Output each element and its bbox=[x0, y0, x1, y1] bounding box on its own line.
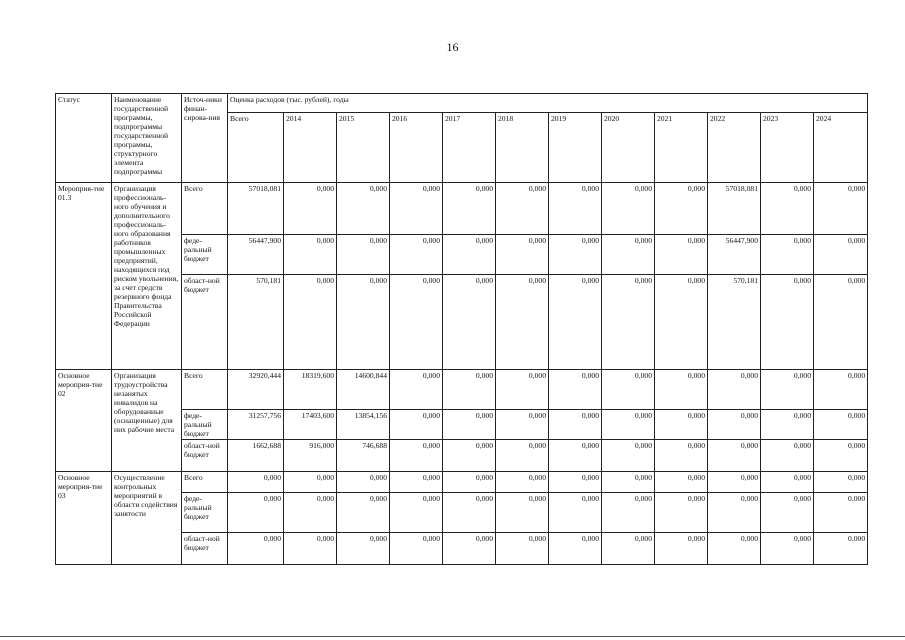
value-cell: 18319,600 bbox=[284, 370, 337, 410]
activity-name-cell: Организация профессиональ-ного обучения и дополнительного профессиональ-ного образования работников промышленных предприятий, находящихся под риском увольнения, за счет средств резервного фонда Правительства Российской Федерации bbox=[112, 183, 182, 370]
value-cell: 0,000 bbox=[708, 440, 761, 472]
value-cell: 57018,081 bbox=[228, 183, 284, 235]
column-header-2018: 2018 bbox=[496, 113, 549, 183]
value-cell: 0,000 bbox=[443, 410, 496, 440]
value-cell: 0,000 bbox=[761, 533, 814, 565]
scan-edge-line bbox=[0, 636, 905, 637]
value-cell: 0,000 bbox=[761, 410, 814, 440]
value-cell: 0,000 bbox=[443, 235, 496, 275]
funding-source-cell: област-ной бюджет bbox=[182, 275, 228, 370]
value-cell: 0,000 bbox=[761, 275, 814, 370]
value-cell: 746,688 bbox=[337, 440, 390, 472]
status-header: Статус bbox=[56, 94, 112, 183]
value-cell: 0,000 bbox=[337, 533, 390, 565]
value-cell: 0,000 bbox=[549, 440, 602, 472]
value-cell: 0,000 bbox=[390, 410, 443, 440]
funding-source-cell: Всего bbox=[182, 183, 228, 235]
value-cell: 0,000 bbox=[761, 440, 814, 472]
page-number: 16 bbox=[446, 40, 459, 54]
value-cell: 0,000 bbox=[228, 472, 284, 493]
value-cell: 0,000 bbox=[443, 533, 496, 565]
value-cell: 0,000 bbox=[761, 493, 814, 533]
value-cell: 0,000 bbox=[814, 410, 868, 440]
value-cell: 0,000 bbox=[761, 370, 814, 410]
value-cell: 0,000 bbox=[708, 493, 761, 533]
column-header-2022: 2022 bbox=[708, 113, 761, 183]
value-cell: 0,000 bbox=[602, 472, 655, 493]
funding-source-cell: феде-ральный бюджет bbox=[182, 410, 228, 440]
value-cell: 570,181 bbox=[228, 275, 284, 370]
value-cell: 0,000 bbox=[549, 533, 602, 565]
value-cell: 13854,156 bbox=[337, 410, 390, 440]
value-cell: 0,000 bbox=[655, 275, 708, 370]
column-header-2020: 2020 bbox=[602, 113, 655, 183]
value-cell: 0,000 bbox=[549, 275, 602, 370]
value-cell: 0,000 bbox=[708, 472, 761, 493]
value-cell: 0,000 bbox=[337, 472, 390, 493]
value-cell: 0,000 bbox=[549, 183, 602, 235]
table-body bbox=[56, 183, 868, 565]
value-cell: 0,000 bbox=[496, 370, 549, 410]
column-header-2014: 2014 bbox=[284, 113, 337, 183]
column-header-2016: 2016 bbox=[390, 113, 443, 183]
value-cell: 0,000 bbox=[390, 440, 443, 472]
source-header: Источ-ники финан-сирова-ния bbox=[182, 94, 228, 183]
funding-source-cell: Всего bbox=[182, 370, 228, 410]
value-cell: 0,000 bbox=[814, 493, 868, 533]
value-cell: 0,000 bbox=[443, 440, 496, 472]
value-cell: 0,000 bbox=[337, 235, 390, 275]
value-cell: 0,000 bbox=[655, 183, 708, 235]
value-cell: 570,181 bbox=[708, 275, 761, 370]
funding-source-cell: област-ной бюджет bbox=[182, 440, 228, 472]
value-cell: 0,000 bbox=[814, 183, 868, 235]
value-cell: 56447,900 bbox=[708, 235, 761, 275]
value-cell: 0,000 bbox=[284, 275, 337, 370]
value-cell: 0,000 bbox=[602, 235, 655, 275]
value-cell: 916,000 bbox=[284, 440, 337, 472]
value-cell: 14600,844 bbox=[337, 370, 390, 410]
column-header-2024: 2024 bbox=[814, 113, 868, 183]
value-cell: 0,000 bbox=[443, 493, 496, 533]
value-cell: 0,000 bbox=[814, 275, 868, 370]
funding-source-cell: феде-ральный бюджет bbox=[182, 235, 228, 275]
value-cell: 0,000 bbox=[390, 235, 443, 275]
value-cell: 0,000 bbox=[443, 183, 496, 235]
funding-source-cell: област-ной бюджет bbox=[182, 533, 228, 565]
value-cell: 0,000 bbox=[284, 235, 337, 275]
value-cell: 0,000 bbox=[284, 533, 337, 565]
value-cell: 0,000 bbox=[814, 440, 868, 472]
value-cell: 0,000 bbox=[390, 183, 443, 235]
activity-name-cell: Организация трудоустройства незанятых инвалидов на оборудованные (оснащенные) для них рабочие места bbox=[112, 370, 182, 472]
table-header bbox=[56, 94, 868, 183]
value-cell: 0,000 bbox=[390, 533, 443, 565]
value-cell: 0,000 bbox=[228, 533, 284, 565]
value-cell: 0,000 bbox=[708, 370, 761, 410]
column-header-2015: 2015 bbox=[337, 113, 390, 183]
value-cell: 56447,900 bbox=[228, 235, 284, 275]
value-cell: 0,000 bbox=[549, 410, 602, 440]
column-header-total: Всего bbox=[228, 113, 284, 183]
value-cell: 0,000 bbox=[443, 275, 496, 370]
column-header-2023: 2023 bbox=[761, 113, 814, 183]
value-cell: 0,000 bbox=[708, 410, 761, 440]
value-cell: 0,000 bbox=[814, 370, 868, 410]
value-cell: 0,000 bbox=[655, 410, 708, 440]
table-row bbox=[56, 183, 868, 235]
value-cell: 0,000 bbox=[337, 275, 390, 370]
column-header-2019: 2019 bbox=[549, 113, 602, 183]
value-cell: 57018,081 bbox=[708, 183, 761, 235]
value-cell: 0,000 bbox=[655, 533, 708, 565]
value-cell: 0,000 bbox=[496, 533, 549, 565]
value-cell: 0,000 bbox=[814, 472, 868, 493]
status-cell: Основное мероприя-тие 03 bbox=[56, 472, 112, 565]
value-cell: 0,000 bbox=[602, 410, 655, 440]
value-cell: 0,000 bbox=[496, 472, 549, 493]
value-cell: 0,000 bbox=[761, 472, 814, 493]
value-cell: 0,000 bbox=[390, 472, 443, 493]
value-cell: 0,000 bbox=[655, 440, 708, 472]
funding-source-cell: Всего bbox=[182, 472, 228, 493]
name-header: Наименование государственной программы, подпрограммы государственной программы, структурного элемента подпрограммы bbox=[112, 94, 182, 183]
value-cell: 0,000 bbox=[443, 370, 496, 410]
value-cell: 0,000 bbox=[337, 183, 390, 235]
value-cell: 0,000 bbox=[549, 493, 602, 533]
value-cell: 0,000 bbox=[390, 493, 443, 533]
value-cell: 0,000 bbox=[602, 183, 655, 235]
value-cell: 0,000 bbox=[814, 235, 868, 275]
value-cell: 0,000 bbox=[284, 472, 337, 493]
value-cell: 0,000 bbox=[284, 493, 337, 533]
value-cell: 0,000 bbox=[496, 275, 549, 370]
value-cell: 0,000 bbox=[814, 533, 868, 565]
value-cell: 0,000 bbox=[708, 533, 761, 565]
value-cell: 0,000 bbox=[761, 183, 814, 235]
table-row bbox=[56, 472, 868, 493]
value-cell: 0,000 bbox=[761, 235, 814, 275]
value-cell: 0,000 bbox=[496, 183, 549, 235]
value-cell: 0,000 bbox=[390, 370, 443, 410]
column-header-2017: 2017 bbox=[443, 113, 496, 183]
value-cell: 0,000 bbox=[284, 183, 337, 235]
value-cell: 0,000 bbox=[496, 235, 549, 275]
expense-estimate-header: Оценка расходов (тыс. рублей), годы bbox=[228, 94, 868, 113]
table-row bbox=[56, 370, 868, 410]
value-cell: 0,000 bbox=[655, 493, 708, 533]
value-cell: 17403,600 bbox=[284, 410, 337, 440]
value-cell: 0,000 bbox=[549, 370, 602, 410]
value-cell: 0,000 bbox=[602, 493, 655, 533]
value-cell: 0,000 bbox=[443, 472, 496, 493]
value-cell: 0,000 bbox=[390, 275, 443, 370]
value-cell: 0,000 bbox=[496, 440, 549, 472]
value-cell: 0,000 bbox=[655, 472, 708, 493]
budget-table bbox=[55, 93, 868, 565]
value-cell: 0,000 bbox=[602, 533, 655, 565]
value-cell: 0,000 bbox=[602, 440, 655, 472]
value-cell: 0,000 bbox=[655, 235, 708, 275]
status-cell: Мероприя-тие 01.3 bbox=[56, 183, 112, 370]
value-cell: 0,000 bbox=[549, 472, 602, 493]
status-cell: Основное мероприя-тие 02 bbox=[56, 370, 112, 472]
value-cell: 0,000 bbox=[337, 493, 390, 533]
value-cell: 0,000 bbox=[655, 370, 708, 410]
column-header-2021: 2021 bbox=[655, 113, 708, 183]
value-cell: 31257,756 bbox=[228, 410, 284, 440]
value-cell: 32920,444 bbox=[228, 370, 284, 410]
value-cell: 0,000 bbox=[496, 493, 549, 533]
value-cell: 0,000 bbox=[602, 275, 655, 370]
value-cell: 0,000 bbox=[602, 370, 655, 410]
funding-source-cell: феде-ральный бюджет bbox=[182, 493, 228, 533]
activity-name-cell: Осуществление контрольных мероприятий в области содействия занятости bbox=[112, 472, 182, 565]
value-cell: 1662,688 bbox=[228, 440, 284, 472]
value-cell: 0,000 bbox=[549, 235, 602, 275]
value-cell: 0,000 bbox=[228, 493, 284, 533]
value-cell: 0,000 bbox=[496, 410, 549, 440]
